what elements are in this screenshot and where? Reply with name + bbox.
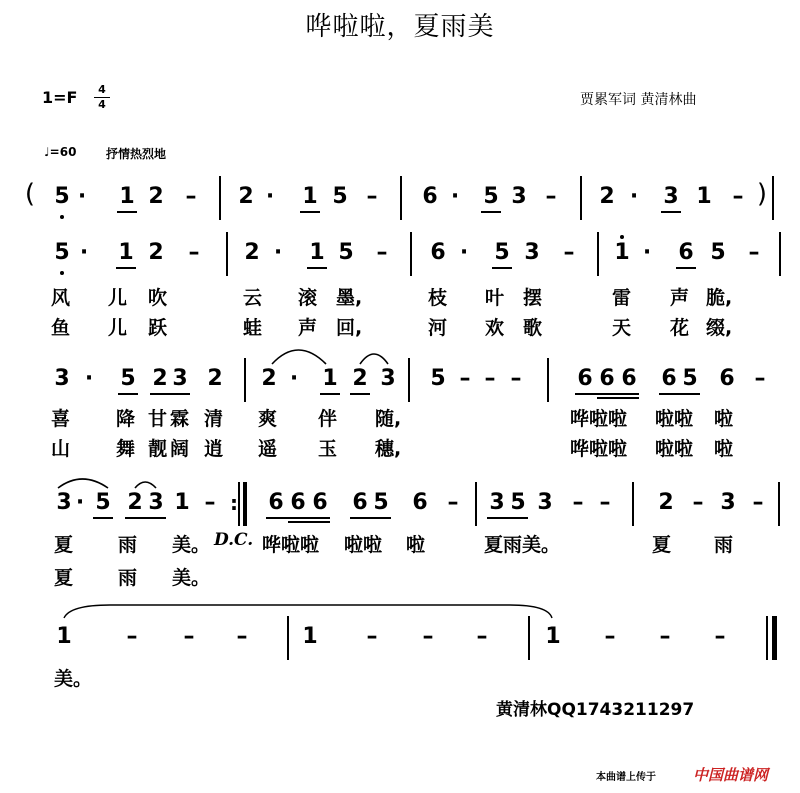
underline-double	[597, 397, 639, 399]
lyric: 爽	[258, 408, 278, 430]
dash: –	[572, 490, 584, 515]
lyric: 雷	[612, 287, 632, 309]
dash: –	[126, 624, 138, 649]
note: 3	[720, 490, 736, 515]
note: 6	[599, 366, 615, 391]
underline	[487, 517, 528, 519]
note: 1	[56, 624, 72, 649]
barline-thick	[243, 482, 247, 526]
dash: –	[754, 366, 766, 391]
underline	[661, 211, 681, 213]
score-row-2	[0, 230, 800, 280]
tempo-expression: 抒情热烈地	[106, 147, 167, 161]
note: 6	[678, 240, 694, 265]
dash: –	[447, 490, 459, 515]
underline	[481, 211, 501, 213]
note: 3	[537, 490, 553, 515]
time-signature-bottom: 4	[98, 98, 106, 111]
dash: –	[366, 624, 378, 649]
time-signature-top: 4	[98, 83, 106, 96]
dash: –	[188, 240, 200, 265]
lyric: 枝	[428, 287, 448, 309]
dash: –	[510, 366, 522, 391]
note: 2	[352, 366, 368, 391]
underline	[575, 393, 639, 395]
lyric: 啦啦	[655, 438, 694, 460]
tempo-marking	[44, 145, 167, 161]
barline	[400, 176, 402, 220]
lyric: 美。	[172, 567, 211, 589]
lyric: 舞	[116, 438, 136, 460]
lyric: 哗啦啦	[262, 534, 320, 556]
note: 6	[577, 366, 593, 391]
note: 2	[148, 184, 164, 209]
dot-note: ·	[265, 184, 275, 209]
time-signature	[94, 84, 110, 111]
lyric: 夏	[54, 534, 74, 556]
lyric: 鱼	[51, 317, 71, 339]
dot-note: ·	[84, 366, 94, 391]
credits: 贾累军词 黄清林曲	[580, 92, 697, 108]
lyric: 霖	[170, 408, 190, 430]
barline	[408, 358, 410, 402]
song-title: 哗啦啦，夏雨美	[305, 12, 495, 42]
underline	[300, 211, 320, 213]
note: 3	[489, 490, 505, 515]
close-paren: )	[756, 179, 768, 209]
low-dot	[60, 271, 64, 275]
dash: –	[604, 624, 616, 649]
score-row-5	[0, 614, 800, 664]
lyric: 哗啦啦	[570, 438, 628, 460]
note: 6	[430, 240, 446, 265]
dash: –	[732, 184, 744, 209]
barline	[772, 176, 774, 220]
barline	[528, 616, 530, 660]
note: 2	[599, 184, 615, 209]
underline	[320, 393, 340, 395]
lyric: 伴	[318, 408, 338, 430]
underline	[93, 517, 113, 519]
note: 1	[174, 490, 190, 515]
note: 6	[290, 490, 306, 515]
note: 3	[172, 366, 188, 391]
dot-note: ·	[77, 184, 87, 209]
note: 5	[710, 240, 726, 265]
note: 2	[238, 184, 254, 209]
lyric: 雨	[118, 534, 138, 556]
dash: –	[484, 366, 496, 391]
barline	[287, 616, 289, 660]
slur	[272, 350, 326, 364]
dash: –	[748, 240, 760, 265]
lyric: 甘	[148, 408, 168, 430]
slur	[360, 354, 388, 364]
note: 3	[148, 490, 164, 515]
lyric: 啦啦	[655, 408, 694, 430]
open-paren: (	[24, 179, 36, 209]
note: 1	[118, 240, 134, 265]
slur	[58, 479, 108, 488]
slur	[135, 482, 156, 488]
slur-marks	[0, 466, 800, 492]
lyric: 玉	[318, 438, 338, 460]
note: 2	[261, 366, 277, 391]
tempo-value: ♩=60	[44, 145, 77, 159]
barline	[226, 232, 228, 276]
dot-note: ·	[273, 240, 283, 265]
lyric: 美。	[54, 668, 93, 690]
dot-note: ·	[459, 240, 469, 265]
note: 1	[545, 624, 561, 649]
note: 2	[658, 490, 674, 515]
note: 3	[524, 240, 540, 265]
note: 1	[302, 184, 318, 209]
dash: –	[659, 624, 671, 649]
underline	[350, 517, 391, 519]
underline	[125, 517, 166, 519]
lyric: 云	[243, 287, 263, 309]
lyric: 儿	[108, 287, 128, 309]
dot-note: ·	[289, 366, 299, 391]
note: 6	[312, 490, 328, 515]
underline	[492, 267, 512, 269]
lyric: 降	[116, 408, 136, 430]
note: 2	[152, 366, 168, 391]
barline	[219, 176, 221, 220]
lyric: 摆	[523, 287, 543, 309]
note: 6	[719, 366, 735, 391]
lyric: 墨,	[336, 287, 363, 309]
note: 5	[483, 184, 499, 209]
dot-note: ·	[629, 184, 639, 209]
note: 3	[380, 366, 396, 391]
lyric: 滚	[298, 287, 318, 309]
dash: –	[563, 240, 575, 265]
dash: –	[714, 624, 726, 649]
lyric: 清	[204, 408, 224, 430]
note: 2	[207, 366, 223, 391]
note: 5	[120, 366, 136, 391]
lyric: 夏	[54, 567, 74, 589]
repeat-colon: :	[230, 491, 238, 515]
lyric: 夏雨美。	[484, 534, 561, 556]
low-dot	[60, 215, 64, 219]
lyric: 美。	[172, 534, 211, 556]
lyric: 花	[670, 317, 690, 339]
key-signature: 1=F	[42, 88, 78, 107]
lyric: 夏	[652, 534, 672, 556]
barline	[632, 482, 634, 526]
underline	[266, 517, 330, 519]
note: 6	[422, 184, 438, 209]
dash: –	[204, 490, 216, 515]
dot-note: ·	[642, 240, 652, 265]
note: 5	[54, 184, 70, 209]
dot-note: ·	[79, 240, 89, 265]
underline-double	[288, 521, 330, 523]
note: 5	[373, 490, 389, 515]
note: 6	[352, 490, 368, 515]
lyric: 逍	[204, 438, 224, 460]
underline	[676, 267, 696, 269]
note: 6	[412, 490, 428, 515]
lyric: 阔	[170, 438, 190, 460]
lyric: 声	[670, 287, 690, 309]
dash: –	[366, 184, 378, 209]
barline	[778, 482, 780, 526]
lyric: 吹	[148, 287, 168, 309]
lyric: 儿	[108, 317, 128, 339]
note: 1	[119, 184, 135, 209]
note: 3	[663, 184, 679, 209]
lyric: 叶	[485, 287, 505, 309]
note: 5	[54, 240, 70, 265]
dash: –	[476, 624, 488, 649]
lyric: 天	[612, 317, 632, 339]
lyric: 喜	[51, 408, 71, 430]
note: 6	[661, 366, 677, 391]
score-row-4	[0, 480, 800, 530]
barline	[779, 232, 781, 276]
underline	[350, 393, 370, 395]
dash: –	[459, 366, 471, 391]
note: 1	[309, 240, 325, 265]
dash: –	[185, 184, 197, 209]
lyric: 啦	[714, 408, 734, 430]
barline	[547, 358, 549, 402]
note: 1	[302, 624, 318, 649]
barline-final	[772, 616, 777, 660]
underline	[116, 267, 136, 269]
note: 5	[430, 366, 446, 391]
note: 1	[614, 240, 630, 265]
lyric: 歌	[523, 317, 543, 339]
barline	[410, 232, 412, 276]
dash: –	[599, 490, 611, 515]
underline	[118, 393, 138, 395]
score-row-1	[0, 174, 800, 224]
dash: –	[422, 624, 434, 649]
lyric: 声	[298, 317, 318, 339]
high-dot	[620, 235, 624, 239]
underline	[117, 211, 137, 213]
barline	[244, 358, 246, 402]
barline	[597, 232, 599, 276]
note: 5	[332, 184, 348, 209]
lyric: 啦	[714, 438, 734, 460]
note: 6	[621, 366, 637, 391]
lyric: 蛙	[243, 317, 263, 339]
footer-text: 本曲谱上传于	[596, 772, 656, 783]
lyric: 缀,	[706, 317, 733, 339]
note: 5	[494, 240, 510, 265]
dash: –	[236, 624, 248, 649]
lyric: 风	[51, 287, 71, 309]
barline	[766, 616, 768, 660]
lyric: 靓	[148, 438, 168, 460]
note: 1	[322, 366, 338, 391]
dash: –	[376, 240, 388, 265]
slur-marks	[0, 338, 800, 368]
dash: –	[752, 490, 764, 515]
note: 5	[510, 490, 526, 515]
note: 3	[54, 366, 70, 391]
note: 2	[244, 240, 260, 265]
dot-note: ·	[75, 490, 85, 515]
lyric: 随,	[375, 408, 402, 430]
lyric: 哗啦啦	[570, 408, 628, 430]
lyric: 河	[428, 317, 448, 339]
score-row-3	[0, 356, 800, 406]
lyric: 啦	[406, 534, 426, 556]
dash: –	[692, 490, 704, 515]
lyric-dc: D.C.	[214, 530, 254, 550]
underline	[659, 393, 700, 395]
dash: –	[183, 624, 195, 649]
note: 3	[511, 184, 527, 209]
note: 1	[696, 184, 712, 209]
barline	[238, 482, 240, 526]
note: 5	[682, 366, 698, 391]
lyric: 山	[51, 438, 71, 460]
lyric: 雨	[118, 567, 138, 589]
lyric: 脆,	[706, 287, 733, 309]
note: 5	[95, 490, 111, 515]
lyric: 穗,	[375, 438, 402, 460]
lyric: 遥	[258, 438, 278, 460]
note: 2	[127, 490, 143, 515]
tie	[64, 605, 552, 618]
tie-marks	[0, 600, 800, 624]
underline	[307, 267, 327, 269]
dash: –	[545, 184, 557, 209]
underline	[150, 393, 190, 395]
note: 6	[268, 490, 284, 515]
lyric: 跃	[148, 317, 168, 339]
note: 2	[148, 240, 164, 265]
barline	[475, 482, 477, 526]
lyric: 欢	[485, 317, 505, 339]
dot-note: ·	[450, 184, 460, 209]
note: 3	[56, 490, 72, 515]
author-watermark: 黄清林QQ1743211297	[496, 700, 695, 720]
lyric: 回,	[336, 317, 363, 339]
lyric: 雨	[714, 534, 734, 556]
site-logo[interactable]: 中国曲谱网	[693, 766, 769, 784]
lyric: 啦啦	[344, 534, 383, 556]
note: 5	[338, 240, 354, 265]
barline	[580, 176, 582, 220]
